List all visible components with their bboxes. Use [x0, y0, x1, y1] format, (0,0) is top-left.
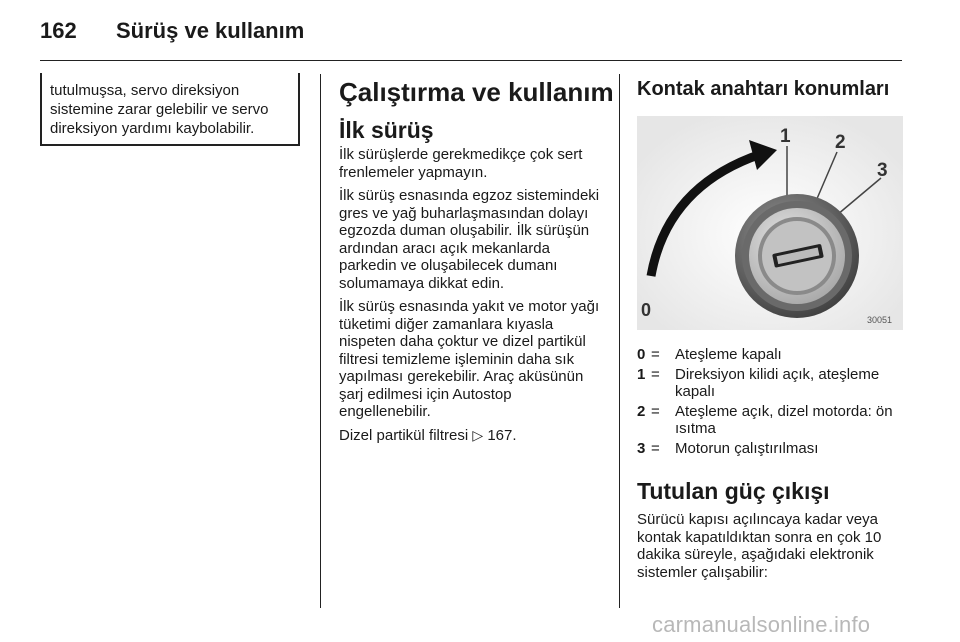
definition-text: Ateşleme kapalı	[675, 346, 782, 363]
definition-text: Motorun çalıştırılması	[675, 439, 819, 457]
page-number: 162	[40, 18, 77, 43]
section-heading: Kontak anahtarı konumları	[637, 78, 890, 100]
paragraph: İlk sürüşlerde gerekmedikçe çok sert frenlemeler yapmayın.	[339, 146, 583, 181]
definition-equals: =	[651, 365, 660, 383]
definition-equals: =	[651, 439, 660, 457]
column-divider-2	[619, 74, 620, 608]
column-2	[339, 76, 614, 450]
reference-line	[339, 427, 605, 445]
subsection-heading: Tutulan güç çıkışı	[637, 478, 830, 504]
reference-text: Dizel partikül filtresi	[339, 426, 469, 444]
definition-key: 1	[637, 365, 646, 383]
subsection-heading: İlk sürüş	[339, 117, 434, 143]
position-label-2: 2	[835, 132, 846, 153]
section-heading: Çalıştırma ve kullanım	[339, 77, 614, 107]
ignition-switch-icon	[637, 116, 903, 330]
paragraph: İlk sürüş esnasında egzoz sistemindeki gres ve yağ buharlaşmasından dolayı egzozda duman oluşabilir. İlk sürüşün ardından aracı açık mekanlarda parkedin ve oluşabilecek dumanı solumamaya dikkat edin.	[339, 187, 600, 292]
definition-text: Ateşleme açık, dizel motorda: ön ısıtma	[675, 402, 893, 437]
position-label-1: 1	[780, 126, 791, 147]
key-position-definitions	[637, 346, 903, 457]
definition-row	[637, 440, 903, 458]
paragraph: Sürücü kapısı açılıncaya kadar veya kontak kapatıldıktan sonra en çok 10 dakika süreyle, aşağıdaki elektronik sistemler çalışabilir:	[637, 511, 882, 581]
warning-text: tutulmuşsa, servo direksiyon sistemine zarar gelebilir ve servo direksiyon yardımı kaybolabilir.	[50, 82, 269, 137]
definition-key: 2	[637, 402, 646, 420]
warning-box	[40, 73, 300, 146]
definition-equals: =	[651, 402, 660, 420]
position-label-3: 3	[877, 160, 888, 181]
definition-equals: =	[651, 346, 660, 363]
header-rule	[40, 60, 902, 61]
page-title: Sürüş ve kullanım	[116, 18, 305, 43]
paragraph: İlk sürüş esnasında yakıt ve motor yağı tüketimi diğer zamanlara kıyasla nispeten daha çoktur ve dizel partikül filtresi temizleme işleminin daha sık yapılması gerekebilir. Araç aküsünün şarj edilmesi için Autostop engellenebilir.	[339, 298, 600, 420]
definition-row	[637, 366, 903, 401]
column-3	[637, 76, 903, 587]
ignition-key-figure	[637, 116, 903, 330]
column-divider-1	[320, 74, 321, 608]
watermark: carmanualsonline.info	[652, 612, 871, 637]
reference-page[interactable]: 167.	[487, 426, 517, 444]
definition-row	[637, 403, 903, 438]
page-reference-icon: ▷	[472, 426, 484, 443]
definition-key: 0	[637, 346, 646, 363]
definition-key: 3	[637, 439, 646, 457]
definition-text: Direksiyon kilidi açık, ateşleme kapalı	[675, 365, 880, 400]
definition-row	[637, 346, 903, 364]
position-label-0: 0	[641, 300, 652, 320]
figure-code: 30051	[867, 315, 893, 325]
